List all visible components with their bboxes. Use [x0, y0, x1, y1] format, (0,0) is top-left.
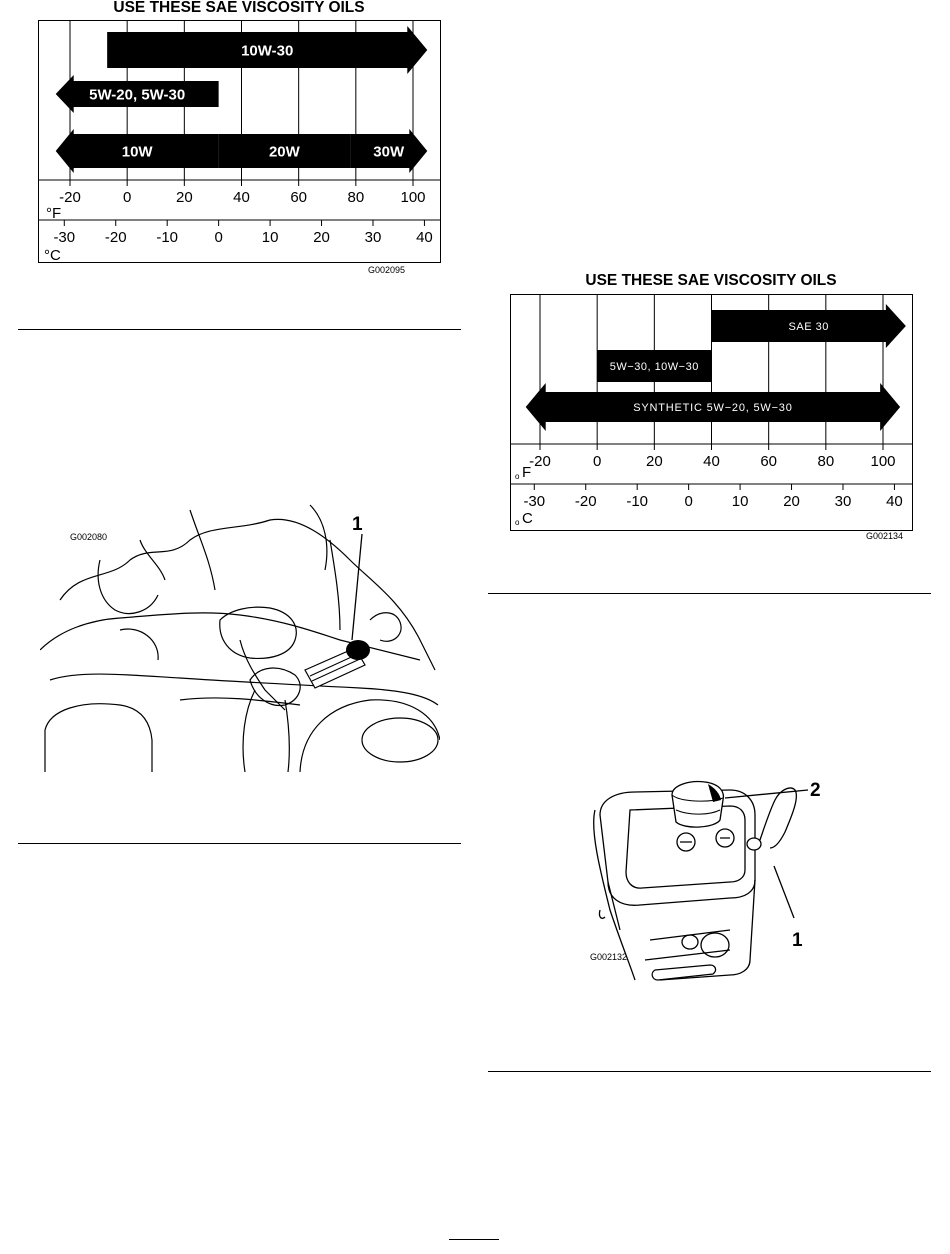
c2-f-tick-label: 40: [703, 453, 720, 470]
page-number-line: [449, 1239, 499, 1240]
divider-right-2: [488, 1071, 931, 1072]
c1-c-tick-label: 30: [364, 229, 382, 246]
chart1-c-unit: °C: [44, 247, 61, 264]
callout1-leader: [352, 534, 362, 640]
oil-fill-cap: [672, 782, 723, 828]
c2-f-tick-label: 20: [645, 453, 663, 470]
c1-f-tick-label: 0: [122, 189, 132, 206]
c1-f-tick-label: -20: [59, 189, 81, 206]
c2-f-tick-label: 100: [870, 453, 896, 470]
c2-c-tick-label: 20: [783, 493, 800, 510]
figure2-callout-2: 2: [810, 780, 821, 801]
oil-fill-tube: [305, 640, 370, 688]
c2-bar-label-2: 5W−30, 10W−30: [609, 360, 699, 373]
figure1-callout-1: 1: [352, 514, 363, 535]
chart1-svg: [38, 20, 442, 276]
c1-bar-label-3: 10W: [121, 143, 153, 161]
figure1-code: G002080: [70, 532, 108, 542]
c1-c-tick-label: 10: [261, 229, 279, 246]
c1-bar-label-2: 5W-20, 5W-30: [89, 86, 186, 104]
chart1-f-unit: °F: [46, 205, 62, 222]
c2-c-tick-label: -10: [626, 493, 649, 510]
tank-illustration: [580, 770, 840, 992]
c1-f-tick-label: 40: [233, 189, 250, 206]
c1-c-tick-label: -20: [104, 229, 127, 246]
c2-c-tick-label: 40: [886, 493, 903, 510]
c1-f-tick-label: 20: [175, 189, 193, 206]
c1-c-tick-label: 0: [214, 229, 223, 246]
c2-f-tick-label: 0: [592, 453, 602, 470]
divider-left-1: [18, 329, 461, 330]
figure2-callout-1: 1: [792, 930, 803, 951]
c1-c-tick-label: 40: [416, 229, 433, 246]
chart2-f-degree: o: [515, 472, 520, 481]
c2-c-tick-label: -30: [523, 493, 546, 510]
c2-c-tick-label: 10: [731, 493, 749, 510]
c2-bar-label-1: SAE 30: [788, 320, 829, 333]
chart2-code: G002134: [866, 531, 904, 541]
c1-bar-label-5: 30W: [373, 143, 405, 161]
figure1: [40, 500, 440, 772]
chart1: [38, 20, 442, 281]
c1-f-tick-label: 60: [290, 189, 308, 206]
c1-c-tick-label: -10: [156, 229, 179, 246]
c2-f-tick-label: 80: [817, 453, 835, 470]
c2-f-tick-label: -20: [529, 453, 551, 470]
c2-c-tick-label: 0: [684, 493, 693, 510]
c2-bar-label-3: SYNTHETIC 5W−20, 5W−30: [633, 401, 793, 414]
chart2-c-unit: C: [522, 510, 533, 527]
chart2-title: USE THESE SAE VISCOSITY OILS: [585, 272, 837, 289]
chart2: [510, 294, 914, 551]
chart1-title: USE THESE SAE VISCOSITY OILS: [113, 0, 365, 16]
chart2-c-degree: o: [515, 518, 520, 527]
c1-bar-label-1: 10W-30: [241, 42, 294, 60]
callout1-leader-fig2: [774, 866, 794, 918]
c2-c-tick-label: 30: [834, 493, 852, 510]
figure2: [580, 770, 840, 992]
c2-f-tick-label: 60: [760, 453, 778, 470]
divider-left-2: [18, 843, 461, 844]
chart2-f-unit: F: [522, 464, 532, 481]
figure2-code: G002132: [590, 952, 628, 962]
c1-c-tick-label: 20: [313, 229, 330, 246]
dipstick-cap: [346, 640, 370, 660]
divider-right-1: [488, 593, 931, 594]
c1-f-tick-label: 80: [347, 189, 365, 206]
chart2-svg: [510, 294, 914, 546]
chart1-code: G002095: [368, 265, 406, 275]
c1-f-tick-label: 100: [400, 189, 426, 206]
c2-c-tick-label: -20: [574, 493, 597, 510]
c1-c-tick-label: -30: [53, 229, 76, 246]
c1-bar-label-4: 20W: [268, 143, 300, 161]
engine-illustration: [40, 500, 440, 772]
